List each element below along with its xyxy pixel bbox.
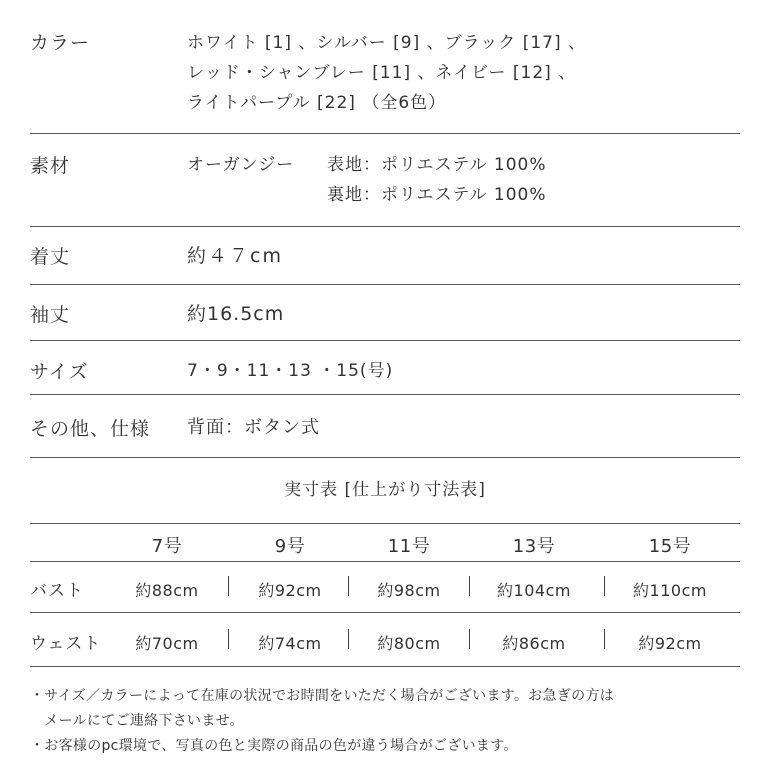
table-cell-waist-13: 約86cm — [502, 634, 566, 653]
spec-size-value: 7・9・11・13 ・15(号) — [187, 361, 394, 381]
table-separator — [604, 576, 605, 596]
table-separator — [469, 576, 470, 596]
spec-sleeve-value: 約16.5cm — [187, 303, 285, 325]
size-header-7: 7号 — [151, 536, 183, 557]
table-separator — [348, 576, 349, 596]
table-row-label-waist: ウェスト — [30, 634, 102, 654]
spec-color-line-3: ライトパープル [22] （全6色） — [187, 93, 447, 113]
table-separator — [604, 629, 605, 649]
table-cell-bust-9: 約92cm — [258, 581, 322, 600]
size-header-11: 11号 — [387, 536, 431, 557]
note-line-3: ・お客様のpc環境で、写真の色と実際の商品の色が違う場合がございます。 — [30, 738, 518, 754]
size-table-title: 実寸表 [仕上がり寸法表] — [284, 480, 486, 500]
divider-6 — [30, 457, 740, 458]
divider-1 — [30, 133, 740, 134]
table-separator — [228, 576, 229, 596]
divider-2 — [30, 226, 740, 227]
table-cell-waist-15: 約92cm — [638, 634, 702, 653]
table-divider-bottom — [30, 666, 740, 667]
table-divider-top — [30, 523, 740, 524]
spec-other-value: 背面：ボタン式 — [187, 417, 320, 438]
size-header-13: 13号 — [512, 536, 556, 557]
table-cell-waist-11: 約80cm — [377, 634, 441, 653]
size-header-15: 15号 — [648, 536, 692, 557]
spec-sleeve-label: 袖丈 — [30, 304, 71, 326]
spec-material-lining: 裏地：ポリエステル 100% — [327, 185, 547, 205]
table-divider-row — [30, 612, 740, 613]
spec-color-label: カラー — [30, 32, 91, 54]
spec-material-fabric: オーガンジー — [187, 155, 295, 175]
spec-length-value: 約４７cm — [187, 245, 283, 267]
size-header-9: 9号 — [274, 536, 306, 557]
note-line-1: ・サイズ／カラーによって在庫の状況でお時間をいただく場合がございます。お急ぎの方は — [30, 688, 615, 704]
divider-5 — [30, 394, 740, 395]
table-cell-bust-13: 約104cm — [497, 581, 571, 600]
spec-material-label: 素材 — [30, 155, 71, 177]
spec-color-line-2: レッド・シャンブレー [11] 、ネイビー [12] 、 — [187, 63, 577, 83]
table-cell-bust-7: 約88cm — [135, 581, 199, 600]
table-separator — [348, 629, 349, 649]
spec-material-outer: 表地：ポリエステル 100% — [327, 155, 547, 175]
table-divider-header — [30, 561, 740, 562]
table-separator — [228, 629, 229, 649]
divider-4 — [30, 340, 740, 341]
table-cell-waist-7: 約70cm — [135, 634, 199, 653]
spec-other-label: その他、仕様 — [30, 418, 151, 440]
spec-length-label: 着丈 — [30, 246, 71, 268]
table-separator — [469, 629, 470, 649]
spec-size-label: サイズ — [30, 361, 89, 383]
spec-color-line-1: ホワイト [1] 、シルバー [9] 、ブラック [17] 、 — [187, 33, 587, 53]
divider-3 — [30, 284, 740, 285]
table-cell-bust-11: 約98cm — [377, 581, 441, 600]
table-row-label-bust: バスト — [30, 581, 84, 601]
table-cell-waist-9: 約74cm — [258, 634, 322, 653]
note-line-2: メールにてご連絡下さいませ。 — [30, 713, 244, 729]
table-cell-bust-15: 約110cm — [633, 581, 707, 600]
